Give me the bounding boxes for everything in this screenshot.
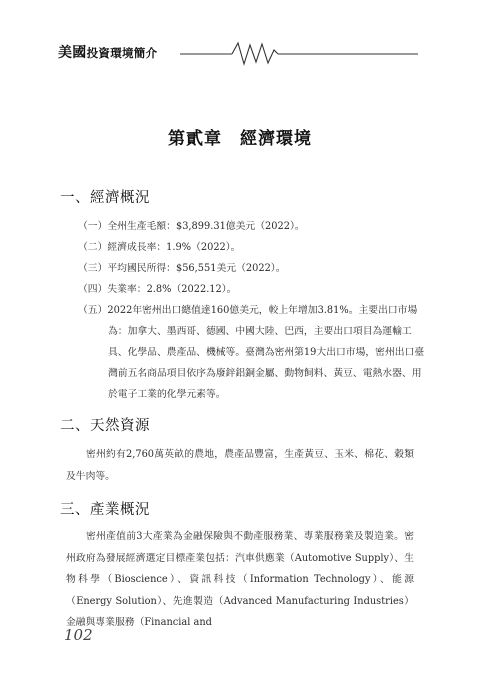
section-paragraph-resources: 密州約有2,760萬英畝的農地，農產品豐富，生產黃豆、玉米、棉花、穀類及牛肉等。: [66, 449, 414, 482]
chapter-title: [0, 124, 480, 149]
section-heading-resources: 二、天然資源: [60, 418, 150, 434]
section-heading-economy: 一、經濟概況: [60, 190, 150, 206]
header-title-rest: 投資環境簡介: [86, 46, 158, 60]
list-item: （二）經濟成長率：1.9%（2022）。: [78, 242, 241, 253]
section-heading-industry: 三、產業概況: [60, 502, 150, 518]
page-number: 102: [64, 626, 93, 644]
section-paragraph-industry: 密州產值前3大產業為金融保險與不動產服務業、專業服務業及製造業。密州政府為發展經濟選定目標產業包括：汽車供應業（Automotive Supply）、生物科學（Bioscience）、資訊科技（Information Technology）、能源（Energy Solution）、先進製造（Advanced Manufacturing Industries）金融與專業服務（Financial and: [66, 531, 414, 628]
list-item: （三）平均國民所得：$56,551美元（2022）。: [78, 263, 286, 274]
running-header: [58, 40, 418, 66]
list-item: （四）失業率：2.8%（2022.12）。: [78, 284, 237, 295]
list-item-export-first: （五）2022年密州出口總值達160億美元，較上年增加3.81%。主要出口市場: [78, 305, 418, 316]
chapter-name: 經濟環境: [240, 129, 312, 149]
header-title: [58, 42, 157, 62]
chapter-number: 第貳章: [168, 129, 222, 149]
header-title-lead: 美國: [58, 45, 87, 61]
list-item: （一）全州生產毛額：$3,899.31億美元（2022）。: [78, 221, 305, 232]
list-item-export: [78, 300, 428, 405]
list-item-export-rest: 為：加拿大、墨西哥、德國、中國大陸、巴西，主要出口項目為運輸工具、化學品、農產品、機械等。臺灣為密州第19大出口市場，密州出口臺灣前五名商品項目依序為廢鋅鋁銅金屬、動物飼料、黃豆、電熱水器、用於電子工業的化學元素等。: [108, 326, 425, 400]
